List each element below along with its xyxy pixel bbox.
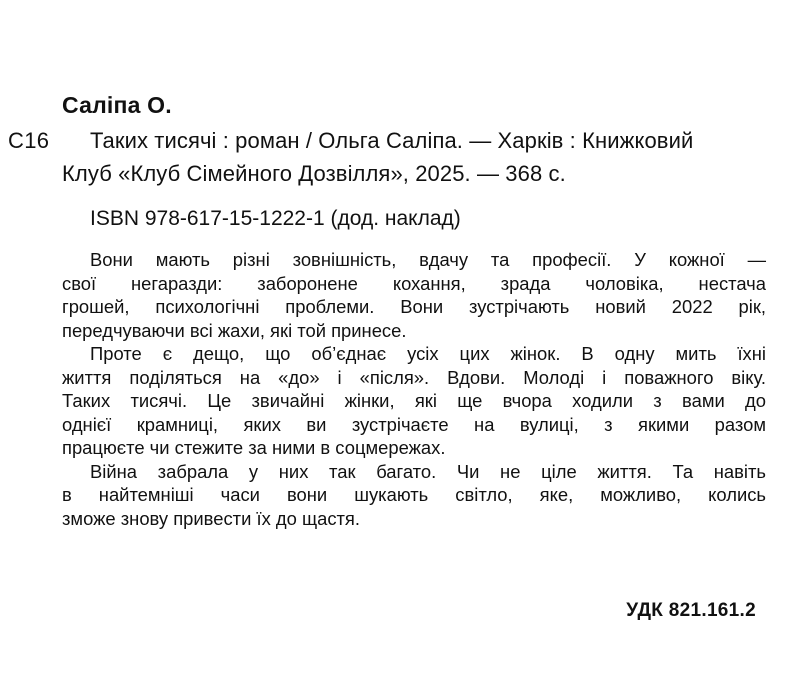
bibliographic-description-line: Таких тисячі : роман / Ольга Саліпа. — Харків : Книжковий <box>90 128 694 153</box>
author-heading: Саліпа О. <box>62 92 172 118</box>
annotation-line: Війна забрала у них так багато. Чи не ціле життя. Та навіть <box>90 460 766 482</box>
annotation-line: передчуваючи всі жахи, які той принесе. <box>62 319 407 341</box>
annotation-line: життя поділяться на «до» і «після». Вдови. Молоді і поважного віку. <box>62 366 766 388</box>
annotation-line: в найтемніші часи вони шукають світло, яке, можливо, колись <box>62 484 766 505</box>
annotation-line: грошей, психологічні проблеми. Вони зустрічають новий 2022 рік, <box>62 296 766 317</box>
annotation-line: свої негаразди: заборонене кохання, зрада чоловіка, нестача <box>62 272 766 294</box>
annotation-line: працюєте чи стежите за ними в соцмережах. <box>62 437 446 458</box>
annotation <box>62 248 766 530</box>
annotation-paragraph <box>62 248 766 342</box>
annotation-line: Проте є дещо, що об’єднає усіх цих жінок. В одну мить їхні <box>90 343 766 364</box>
annotation-line: Вони мають різні зовнішність, вдачу та професії. У кожної — <box>90 249 766 270</box>
udk-code: УДК 821.161.2 <box>626 600 756 621</box>
annotation-line: Таких тисячі. Це звичайні жінки, які ще вчора ходили з вами до <box>62 390 766 411</box>
annotation-line: зможе знову привести їх до щастя. <box>62 507 361 529</box>
bibliographic-description-line: Клуб «Клуб Сімейного Дозвілля», 2025. — 368 с. <box>62 161 566 186</box>
annotation-paragraph <box>62 460 766 531</box>
isbn: ISBN 978-617-15-1222-1 (дод. наклад) <box>90 207 461 230</box>
annotation-paragraph <box>62 342 766 460</box>
author-mark-code: С16 <box>8 128 50 153</box>
annotation-line: однієї крамниці, яких ви зустрічаєте на вулиці, з якими разом <box>62 413 766 435</box>
